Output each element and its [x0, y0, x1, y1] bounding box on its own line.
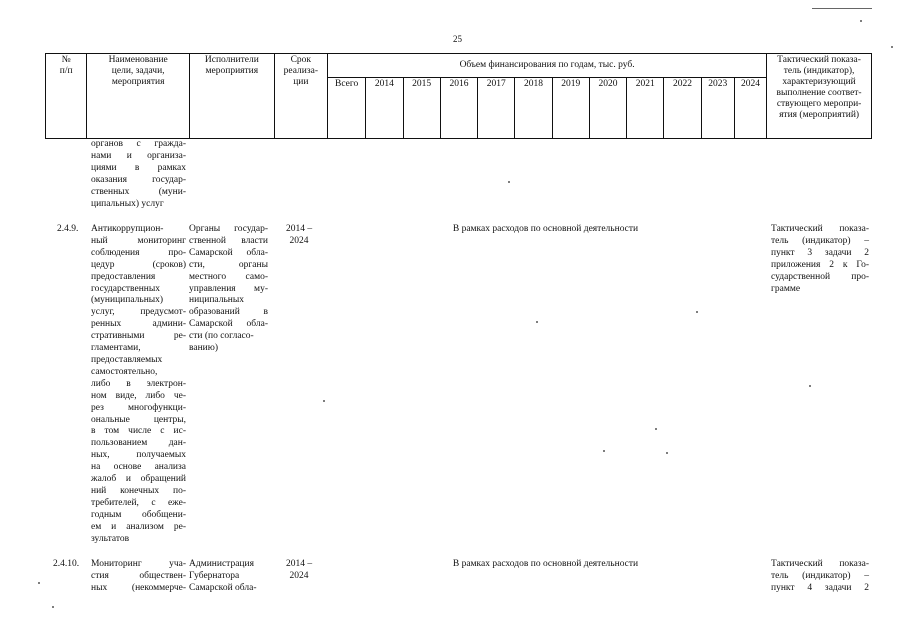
scan-speck: [323, 400, 325, 402]
header-year-text: 2021: [635, 79, 655, 89]
header-year-text: 2022: [673, 79, 693, 89]
continuation-text: [91, 139, 186, 210]
text-line: рез многофункци-: [91, 402, 186, 413]
text-line: 2014 –: [285, 224, 313, 234]
text-line: Губернатора: [189, 570, 240, 581]
header-term: [274, 54, 327, 139]
header-name: [87, 54, 190, 139]
text-line: сударственной про-: [771, 271, 869, 282]
row-name: [91, 559, 186, 595]
header-year: [589, 78, 626, 139]
text-line: государственных: [91, 283, 161, 294]
text-line: управления му-: [189, 283, 268, 294]
header-year-text: 2023: [708, 79, 728, 89]
text-line: ственной власти: [189, 235, 268, 246]
text-line: нами и организа-: [91, 150, 186, 161]
text-line: самостоятельно,: [91, 366, 158, 377]
row-indicator: [771, 224, 869, 295]
scan-speck: [508, 181, 510, 183]
text-line: 2014 –: [285, 559, 313, 569]
header-indicator-text: Тактический показа- тель (индикатор), характеризующий выполнение соответ- ствующего меропри- ятия (мероприятий): [776, 55, 862, 120]
scan-speck: [52, 606, 54, 608]
header-year-text: 2016: [449, 79, 469, 89]
text-line: либо в электрон-: [91, 378, 186, 389]
text-line: ных, получаемых: [91, 450, 186, 461]
text-line: пользованием дан-: [91, 438, 186, 449]
text-line: стративными ре-: [91, 331, 186, 342]
header-name-text: Наименование цели, задачи, мероприятия: [108, 55, 168, 87]
text-line: ных (некоммерче-: [91, 582, 186, 593]
row-number: 2.4.9.: [57, 224, 79, 234]
header-year-text: 2024: [741, 79, 761, 89]
text-line: предоставляемых: [91, 354, 163, 365]
text-line: зультатов: [91, 533, 130, 544]
text-line: ном виде, либо че-: [91, 390, 186, 401]
header-year: [366, 78, 403, 139]
row-indicator: [771, 559, 869, 595]
header-year: [478, 78, 515, 139]
text-line: образований в: [189, 307, 268, 318]
scan-speck: [809, 385, 811, 387]
row-funding: В рамках расходов по основной деятельности: [452, 224, 639, 234]
table-header: [45, 53, 872, 139]
row-term: [277, 559, 321, 583]
text-line: пункт 3 задачи 2: [771, 247, 869, 258]
header-year: [552, 78, 589, 139]
scan-dash: [812, 8, 872, 9]
row-name: [91, 224, 186, 545]
header-year-text: 2020: [598, 79, 618, 89]
header-year: [701, 78, 734, 139]
header-year: [403, 78, 440, 139]
text-line: ный мониторинг: [91, 235, 186, 246]
text-line: пункт 4 задачи 2: [771, 582, 869, 593]
text-line: требителей, с еже-: [91, 497, 186, 508]
header-year-text: 2018: [523, 79, 543, 89]
text-line: годным обобщени-: [91, 509, 186, 520]
text-line: гламентами,: [91, 343, 141, 354]
page-number: 25: [453, 34, 462, 44]
text-line: на основе анализа: [91, 462, 186, 473]
text-line: цедур (сроков): [91, 259, 186, 270]
text-line: Самарской обла-: [189, 247, 268, 258]
header-year: [734, 78, 766, 139]
header-funding: [328, 54, 767, 78]
text-line: (муниципальных): [91, 295, 164, 306]
text-line: Мониторинг уча-: [91, 559, 186, 569]
text-line: в том числе с ис-: [91, 426, 186, 437]
header-total-text: Всего: [335, 79, 359, 89]
text-line: Тактический показа-: [771, 559, 869, 569]
scan-speck: [38, 582, 40, 584]
row-term: [277, 224, 321, 248]
text-line: 2024: [289, 570, 309, 581]
header-term-text: Срок реализа- ции: [283, 55, 318, 87]
text-line: ем и анализом ре-: [91, 521, 186, 532]
header-num-text: № п/п: [59, 55, 73, 76]
text-line: жалоб и обращений: [91, 474, 186, 485]
row-executors: [189, 224, 268, 355]
text-line: ональные центры,: [91, 414, 186, 425]
header-year-text: 2017: [486, 79, 506, 89]
header-year: [627, 78, 664, 139]
text-line: ниципальных: [189, 295, 245, 306]
header-year-text: 2015: [412, 79, 432, 89]
text-line: соблюдения про-: [91, 247, 186, 258]
header-year: [664, 78, 701, 139]
header-year: [440, 78, 477, 139]
text-line: Самарской обла-: [189, 319, 268, 330]
header-total: [328, 78, 366, 139]
scan-speck: [891, 46, 893, 48]
header-year: [515, 78, 552, 139]
scan-speck: [696, 311, 698, 313]
text-line: Антикоррупцион-: [91, 224, 164, 234]
scan-speck: [666, 452, 668, 454]
row-funding: В рамках расходов по основной деятельности: [452, 559, 639, 569]
text-line: 2024: [289, 235, 309, 246]
text-line: ципальных) услуг: [91, 198, 164, 209]
text-line: приложения 2 к Го-: [771, 259, 869, 270]
text-line: местного само-: [189, 271, 268, 282]
text-line: органов с гражда-: [91, 139, 186, 149]
row-number: 2.4.10.: [53, 559, 80, 569]
text-line: Тактический показа-: [771, 224, 869, 234]
text-line: циями в рамках: [91, 162, 186, 173]
text-line: ний конечных по-: [91, 485, 186, 496]
header-executors: [190, 54, 275, 139]
scan-speck: [860, 20, 862, 22]
text-line: сти (по согласо-: [189, 331, 254, 342]
header-year-text: 2019: [561, 79, 581, 89]
text-line: оказания государ-: [91, 174, 186, 185]
text-line: ренных админи-: [91, 319, 186, 330]
header-num: [46, 54, 87, 139]
header-year-text: 2014: [374, 79, 394, 89]
scan-speck: [603, 450, 605, 452]
text-line: сти, органы: [189, 259, 268, 270]
text-line: Органы государ-: [189, 224, 268, 234]
text-line: Администрация: [189, 559, 254, 569]
text-line: услуг, предусмот-: [91, 307, 186, 318]
header-funding-text: Объем финансирования по годам, тыс. руб.: [459, 60, 635, 70]
header-indicator: [767, 54, 872, 139]
text-line: стия обществен-: [91, 570, 186, 581]
row-executors: [189, 559, 268, 595]
text-line: предоставления: [91, 271, 156, 282]
text-line: Самарской обла-: [189, 582, 257, 593]
scan-speck: [655, 428, 657, 430]
text-line: ственных (муни-: [91, 186, 186, 197]
text-line: грамме: [771, 283, 801, 294]
text-line: ванию): [189, 343, 219, 354]
header-executors-text: Исполнители мероприятия: [204, 55, 259, 76]
text-line: тель (индикатор) –: [771, 570, 869, 581]
text-line: тель (индикатор) –: [771, 235, 869, 246]
scan-speck: [536, 321, 538, 323]
